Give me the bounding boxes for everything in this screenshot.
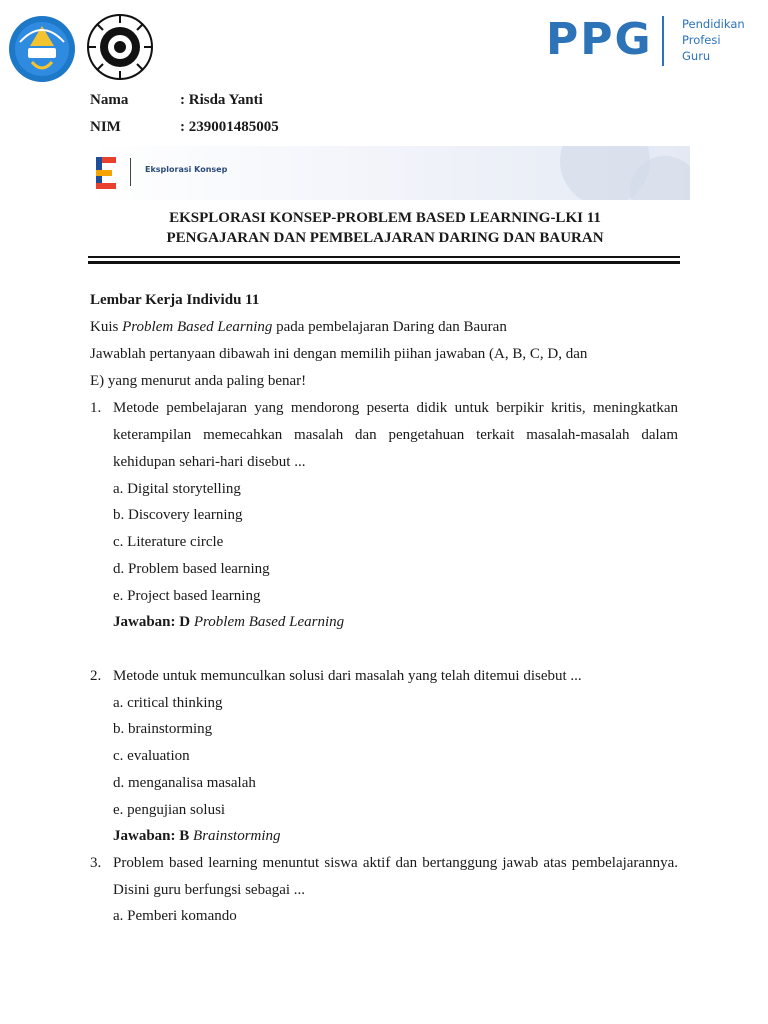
question-2-option-d: d. menganalisa masalah [113,775,256,791]
banner-divider [130,158,131,186]
ppg-divider [662,16,664,66]
title-rule-top [88,256,680,258]
question-2-answer: Jawaban: B Brainstorming [113,828,281,844]
question-1-option-e: e. Project based learning [113,588,261,604]
document-title-line1: EKSPLORASI KONSEP-PROBLEM BASED LEARNING-LKI 11 [169,210,601,226]
question-2-option-e: e. pengujian solusi [113,802,226,818]
nim-value: : 239001485005 [180,119,279,135]
question-1-option-c: c. Literature circle [113,534,224,550]
banner-label: Eksplorasi Konsep [145,165,228,174]
question-1-option-b: b. Discovery learning [113,507,243,523]
question-2-option-c: c. evaluation [113,748,190,764]
question-1-text: kehidupan sehari-hari disebut ... [113,454,306,470]
question-1-answer: Jawaban: D Problem Based Learning [113,614,345,630]
ppg-logo [546,12,746,72]
worksheet-heading: Lembar Kerja Individu 11 [90,292,260,308]
quiz-description: Kuis Problem Based Learning pada pembelajaran Daring dan Bauran [90,319,507,335]
e-logo-icon [96,157,118,189]
ppg-wordmark: PPG [546,14,653,65]
tut-wuri-handayani-logo [8,12,76,86]
question-1-text: keterampilan memecahkan masalah dan pengetahuan terkait masalah-masalah dalam [113,427,678,443]
eksplorasi-banner [90,146,690,200]
question-2-text: Metode untuk memunculkan solusi dari masalah yang telah ditemui disebut ... [113,668,582,684]
question-3-text: Problem based learning menuntut siswa aktif dan bertanggung jawab atas pembelajarannya. [113,855,678,871]
question-3-text: Disini guru berfungsi sebagai ... [113,882,306,898]
question-1-option-d: d. Problem based learning [113,561,270,577]
question-2-option-a: a. critical thinking [113,695,223,711]
question-3-option-a: a. Pemberi komando [113,908,237,924]
instruction-line1: Jawablah pertanyaan dibawah ini dengan memilih piihan jawaban (A, B, C, D, dan [90,346,588,362]
nim-label: NIM [90,119,121,135]
question-3-number: 3. [90,855,102,871]
title-rule-bottom [88,261,680,264]
universitas-negeri-makassar-seal [86,12,154,82]
question-1-option-a: a. Digital storytelling [113,481,241,497]
ppg-tagline: Pendidikan Profesi Guru [682,17,745,63]
instruction-line2: E) yang menurut anda paling benar! [90,373,307,389]
question-2-number: 2. [90,668,102,684]
question-1-text: Metode pembelajaran yang mendorong peserta didik untuk berpikir kritis, meningkatkan [113,400,678,416]
document-title-line2: PENGAJARAN DAN PEMBELAJARAN DARING DAN BAURAN [166,230,604,246]
question-1-number: 1. [90,400,102,416]
name-label: Nama [90,92,129,108]
name-value: : Risda Yanti [180,92,263,108]
question-2-option-b: b. brainstorming [113,721,213,737]
